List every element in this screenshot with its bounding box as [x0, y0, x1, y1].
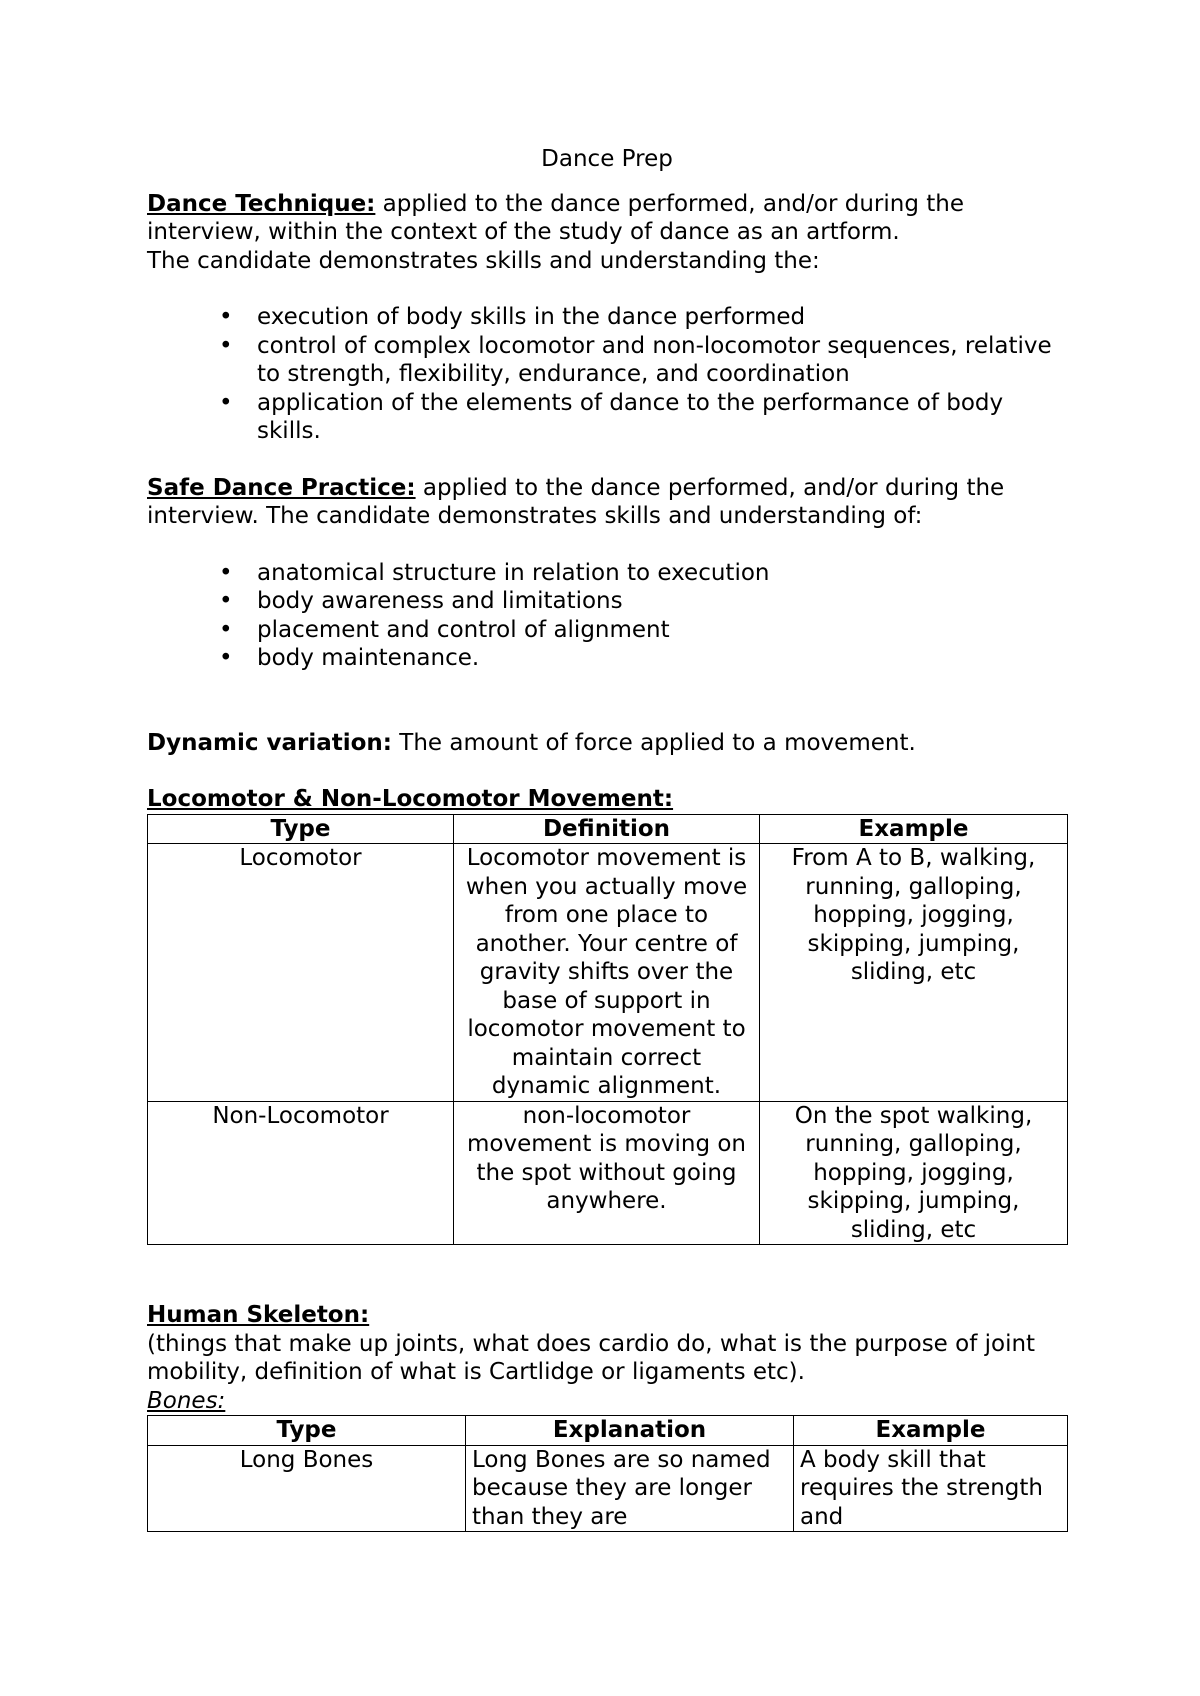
- list-item: • anatomical structure in relation to execution: [219, 559, 770, 586]
- skeleton-heading: Human Skeleton:: [147, 1302, 370, 1328]
- technique-list: [147, 303, 1067, 446]
- column-header: Explanation: [466, 1416, 794, 1446]
- document-title: Dance Prep: [541, 146, 673, 172]
- table-cell-type: Non-Locomotor: [148, 1101, 454, 1245]
- bullet-icon: •: [219, 559, 233, 586]
- table-cell-example: A body skill that requires the strength and: [794, 1445, 1068, 1532]
- safe-heading: Safe Dance Practice:: [147, 474, 416, 501]
- dynamic-heading: Dynamic variation:: [147, 729, 392, 756]
- technique-heading: Dance Technique:: [147, 190, 376, 217]
- list-item: • control of complex locomotor and non-locomotor sequences, relative to strength, flexibility, endurance, and coordination: [219, 332, 1052, 387]
- document-page: [147, 145, 1067, 1532]
- bones-label: Bones:: [147, 1387, 226, 1414]
- table-cell-example: On the spot walking, running, galloping, hopping, jogging, skipping, jumping, sliding, etc: [760, 1101, 1068, 1245]
- table-row: [148, 1445, 1068, 1532]
- table-header-row: [148, 814, 1068, 844]
- skeleton-note: (things that make up joints, what does cardio do, what is the purpose of joint mobility, definition of what is Cartlidge or ligaments etc).: [147, 1330, 1036, 1385]
- safe-paragraph: [147, 474, 1067, 531]
- table-row: [148, 1101, 1068, 1245]
- locomotor-heading: Locomotor & Non-Locomotor Movement:: [147, 786, 674, 812]
- table-cell-type: Long Bones: [148, 1445, 466, 1532]
- bullet-icon: •: [219, 304, 233, 330]
- bullet-icon: •: [219, 645, 233, 671]
- column-header: Type: [148, 1416, 466, 1446]
- bullet-icon: •: [219, 588, 233, 614]
- dynamic-text: The amount of force applied to a movement.: [391, 729, 916, 756]
- bullet-icon: •: [219, 389, 233, 416]
- column-header: Type: [148, 814, 454, 844]
- column-header: Definition: [454, 814, 760, 844]
- list-item: • placement and control of alignment: [219, 616, 670, 643]
- table-cell-example: From A to B, walking, running, galloping, hopping, jogging, skipping, jumping, sliding, etc: [760, 844, 1068, 1102]
- locomotor-table: [147, 814, 1068, 1246]
- table-cell-explanation: Long Bones are so named because they are longer than they are: [466, 1445, 794, 1532]
- bullet-icon: •: [219, 616, 233, 643]
- technique-lead: The candidate demonstrates skills and understanding the:: [147, 247, 820, 274]
- technique-paragraph: [147, 190, 1067, 247]
- list-item: • application of the elements of dance to the performance of body skills.: [219, 389, 1004, 444]
- column-header: Example: [760, 814, 1068, 844]
- dynamic-paragraph: [147, 729, 1067, 758]
- safe-list: [147, 559, 1067, 673]
- bullet-icon: •: [219, 332, 233, 359]
- table-row: [148, 844, 1068, 1102]
- table-cell-definition: Locomotor movement is when you actually move from one place to another. Your centre of gravity shifts over the base of support in locomotor movement to maintain correct dynamic alignment.: [454, 844, 760, 1102]
- safe-intro: applied to the dance performed, and/or during the interview. The candidate demonstrates skills and understanding of:: [147, 474, 1005, 529]
- list-item: • body awareness and limitations: [219, 588, 623, 614]
- technique-intro: applied to the dance performed, and/or during the interview, within the context of the study of dance as an artform.: [147, 190, 964, 245]
- column-header: Example: [794, 1416, 1068, 1446]
- list-item: • execution of body skills in the dance performed: [219, 304, 806, 330]
- table-header-row: [148, 1416, 1068, 1446]
- bones-table: [147, 1415, 1068, 1532]
- table-cell-type: Locomotor: [148, 844, 454, 1102]
- table-cell-definition: non-locomotor movement is moving on the spot without going anywhere.: [454, 1101, 760, 1245]
- list-item: • body maintenance.: [219, 645, 480, 671]
